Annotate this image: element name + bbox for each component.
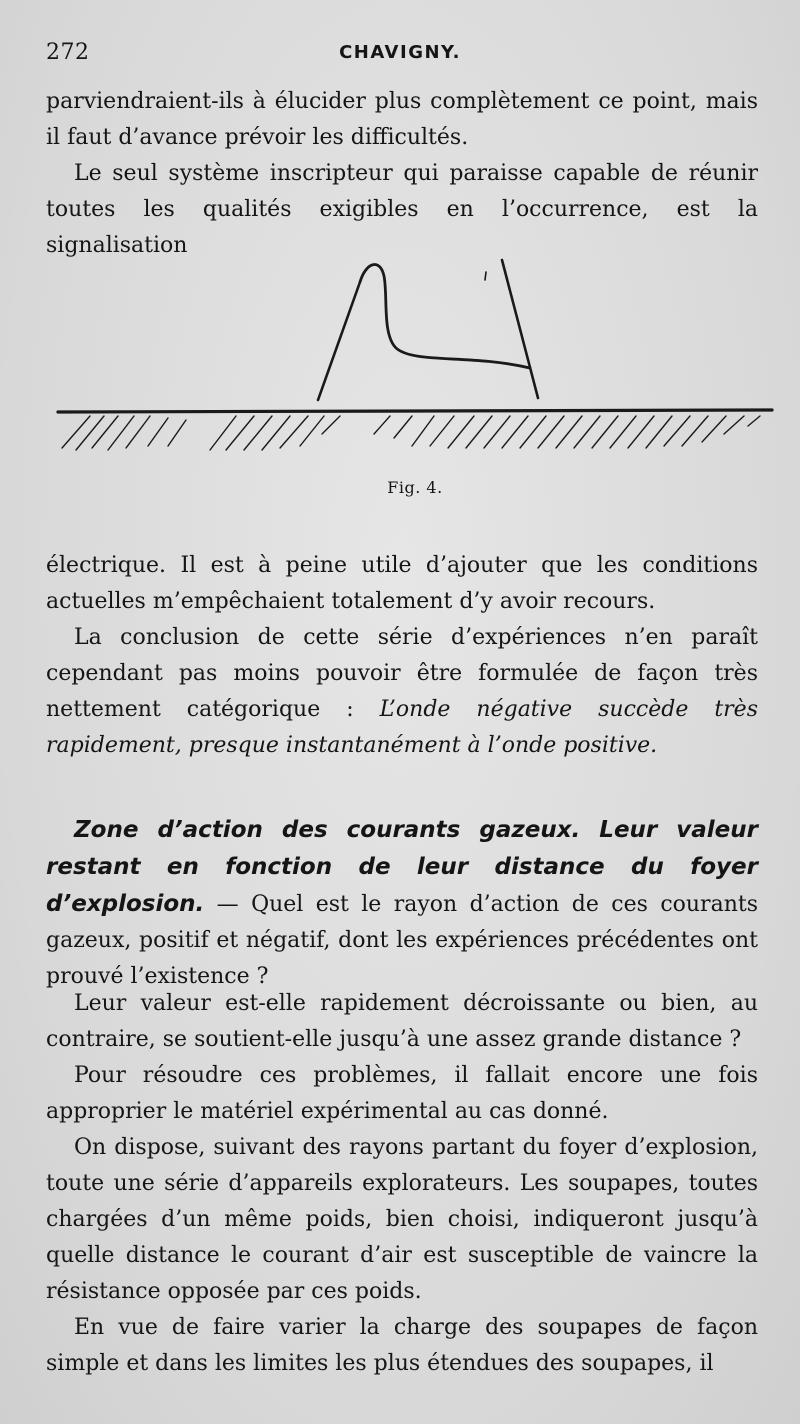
ground-line xyxy=(58,410,772,412)
ground-hatching xyxy=(62,416,760,450)
figure-4-diagram xyxy=(50,250,780,478)
paragraph-conclusion xyxy=(46,620,758,764)
paragraph-continuation: parviendraient-ils à élucider plus complètement ce point, mais il faut d’avance prévoir les difficultés. xyxy=(46,89,758,150)
section-zone-action xyxy=(46,812,758,995)
trace-left-stroke xyxy=(318,282,360,400)
paragraph-valeur: Leur valeur est-elle rapidement décroissante ou bien, au contraire, se soutient-elle jusqu’à une assez grande distance ? xyxy=(46,991,758,1052)
trace-right-stroke xyxy=(502,260,538,398)
page-number: 272 xyxy=(46,40,90,65)
page-header xyxy=(46,40,754,76)
section-heading: Zone d’action des courants gazeux. Leur valeur restant en fonction de leur distance du foyer d’explosion. xyxy=(46,817,758,917)
figure-4 xyxy=(50,250,780,497)
paragraph-inscripteur: Le seul système inscripteur qui paraisse capable de réunir toutes les qualités exigibles en l’occurrence, est la signalisation xyxy=(46,161,758,258)
running-head: CHAVIGNY. xyxy=(339,42,461,63)
conclusion-text: La conclusion de cette série d’expériences n’en paraît cependant pas moins pouvoir être formulée de façon très nettement catégorique : xyxy=(46,625,758,722)
conclusion-italic: L’onde négative succède très rapidement, presque instantanément à l’onde positive. xyxy=(46,697,758,758)
trace-wave xyxy=(360,265,530,368)
paragraph-electrique: électrique. Il est à peine utile d’ajouter que les conditions actuelles m’empêchaient totalement d’y avoir recours. xyxy=(46,553,758,614)
figure-caption: Fig. 4. xyxy=(387,478,443,497)
paragraph-dispose: On dispose, suivant des rayons partant du foyer d’explosion, toute une série d’appareils explorateurs. Les soupapes, toutes chargées d’un même poids, bien choisi, indiqueront jusqu’à quelle distance le courant d’air est susceptible de vaincre la résistance opposée par ces poids. xyxy=(46,1135,758,1304)
paragraph-resoudre: Pour résoudre ces problèmes, il fallait encore une fois approprier le matériel expérimental au cas donné. xyxy=(46,1063,758,1124)
section-question: — Quel est le rayon d’action de ces courants gazeux, positif et négatif, dont les expériences précédentes ont prouvé l’existence ? xyxy=(46,892,758,989)
paragraph-charge: En vue de faire varier la charge des soupapes de façon simple et dans les limites les plus étendues des soupapes, il xyxy=(46,1315,758,1376)
trace-tick xyxy=(485,272,486,280)
